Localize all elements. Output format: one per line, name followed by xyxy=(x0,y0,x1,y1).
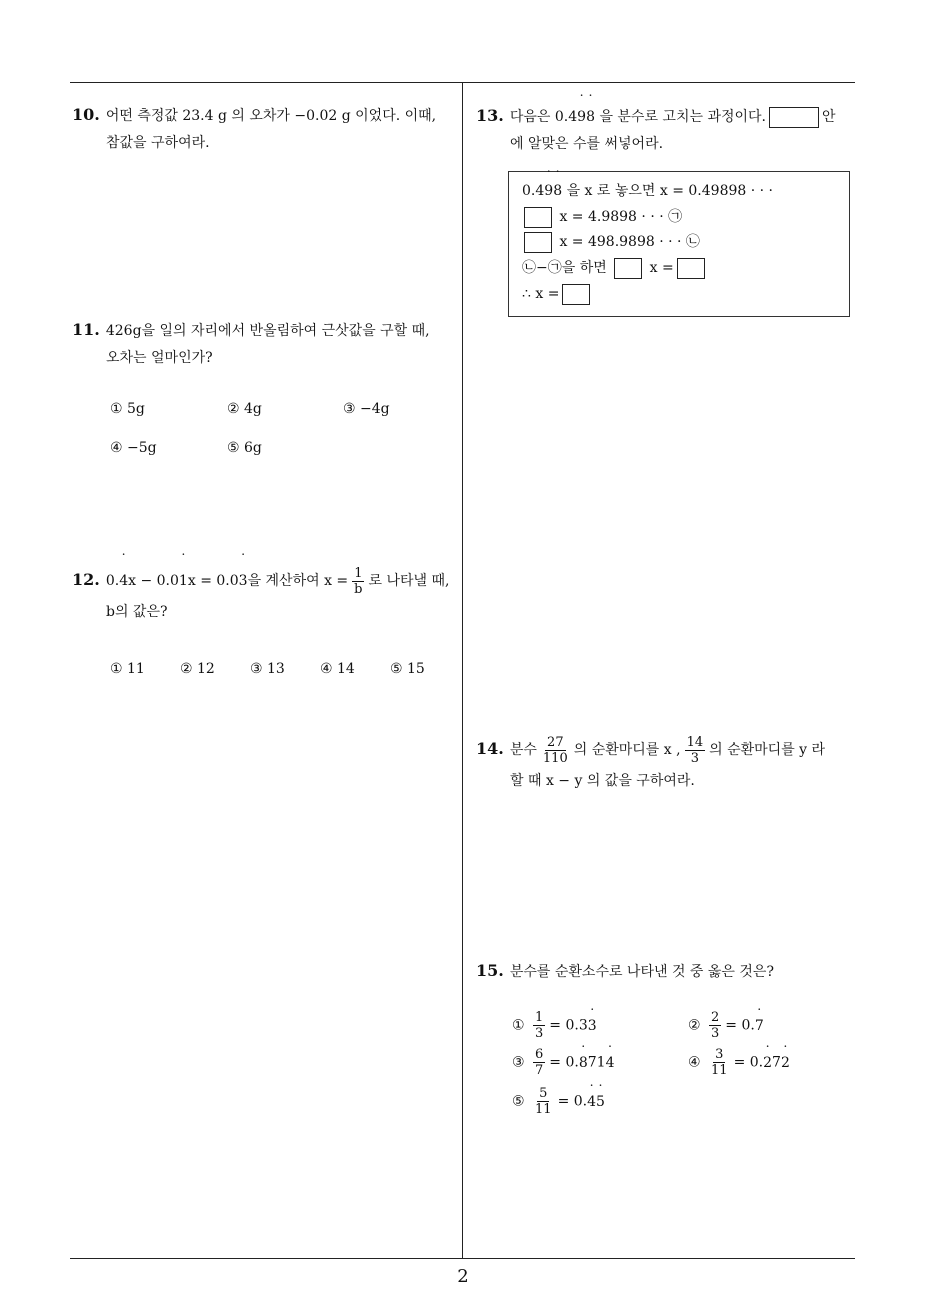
box-row-1 xyxy=(522,180,773,202)
option-1[interactable] xyxy=(512,1010,597,1041)
option-5[interactable]: ⑤ 15 xyxy=(390,661,425,677)
fraction-denominator: 3 xyxy=(711,1026,720,1041)
question-text-c: 안 xyxy=(822,109,836,125)
bottom-rule xyxy=(70,1258,855,1259)
option-1[interactable]: ① 5g xyxy=(110,401,145,417)
question-number: 11. xyxy=(72,320,100,339)
box-text: x = 498.9898 · · · ㉡ xyxy=(559,234,700,250)
fraction xyxy=(352,566,364,597)
decimal-text: = 0. xyxy=(733,1054,764,1071)
fraction-numerator: 27 xyxy=(547,734,564,750)
option-2[interactable]: ② 12 xyxy=(180,661,215,677)
option-3[interactable]: ③ 13 xyxy=(250,661,285,677)
question-13 xyxy=(476,102,836,158)
answer-blank[interactable] xyxy=(614,258,642,279)
fraction-numerator: 5 xyxy=(539,1086,548,1101)
answer-blank[interactable] xyxy=(524,207,552,228)
expr-e: 로 나타낼 때, xyxy=(368,573,450,589)
expr-d: 을 계산하여 x = xyxy=(247,573,349,589)
fraction xyxy=(533,1047,545,1078)
option-1[interactable]: ① 11 xyxy=(110,661,145,677)
question-14 xyxy=(476,731,825,795)
fraction xyxy=(533,1010,545,1041)
option-mark: ⑤ xyxy=(512,1093,525,1110)
option-3[interactable]: ③ −4g xyxy=(343,401,390,417)
box-text: ∴ x = xyxy=(522,286,560,302)
question-text-line2: 참값을 구하여라. xyxy=(106,135,210,151)
fraction xyxy=(541,735,570,766)
solution-box xyxy=(508,171,850,317)
decimal-text: = 0. xyxy=(725,1017,755,1034)
fraction-denominator: 110 xyxy=(542,750,568,766)
question-text-a: 다음은 0.4 xyxy=(509,109,578,125)
option-5[interactable] xyxy=(512,1086,605,1117)
fraction xyxy=(709,1047,730,1078)
fraction xyxy=(685,735,706,766)
box-row-2 xyxy=(521,206,682,228)
fraction-numerator: 6 xyxy=(535,1047,544,1062)
question-number: 10. xyxy=(72,105,100,124)
question-text-b: 의 순환마디를 x , xyxy=(573,742,681,758)
box-row-3 xyxy=(521,231,700,253)
repeat-dot-digit: ˙ 5 xyxy=(596,1094,605,1110)
expr-a: 0. xyxy=(105,573,120,589)
decimal-text: = 0.3 xyxy=(549,1017,588,1034)
question-text-line2: 오차는 얼마인가? xyxy=(106,350,213,366)
option-5[interactable]: ⑤ 6g xyxy=(227,440,262,456)
fraction xyxy=(709,1010,721,1041)
box-text: 을 x 로 놓으면 x = 0.49898 · · · xyxy=(566,183,773,199)
repeat-dot-digit: ˙ 8 xyxy=(579,1055,588,1071)
decimal-text: 71 xyxy=(587,1054,606,1071)
repeat-dot-digit: ˙ 3 xyxy=(588,1018,597,1034)
option-4[interactable]: ④ 14 xyxy=(320,661,355,677)
question-15 xyxy=(476,957,774,986)
repeat-dot-digit: ˙ 4 xyxy=(119,563,128,599)
repeat-dot-digit: ˙ 9 xyxy=(544,180,553,202)
fraction-denominator: 3 xyxy=(535,1026,544,1041)
fraction xyxy=(533,1086,554,1117)
question-text: 분수를 순환소수로 나타낸 것 중 옳은 것은? xyxy=(509,964,774,980)
repeat-dot-digit: ˙ 2 xyxy=(763,1055,772,1071)
question-12 xyxy=(72,562,449,626)
fraction-denominator: 11 xyxy=(711,1063,728,1078)
decimal-text: = 0. xyxy=(549,1054,579,1071)
decimal-text: = 0. xyxy=(557,1093,588,1110)
repeat-dot-digit: ˙ 2 xyxy=(781,1055,790,1071)
box-row-4 xyxy=(522,257,708,279)
question-text: 426g을 일의 자리에서 반올림하여 근삿값을 구할 때, xyxy=(105,323,430,339)
question-number: 14. xyxy=(476,739,504,758)
expr-c: x = 0.0 xyxy=(187,573,239,589)
fraction-numerator: 1 xyxy=(535,1010,544,1025)
fraction-denominator: 3 xyxy=(690,750,699,766)
expr-b: x − 0.0 xyxy=(128,573,179,589)
question-text-line2: 할 때 x − y 의 값을 구하여라. xyxy=(510,773,695,789)
answer-blank[interactable] xyxy=(677,258,705,279)
question-text-line2: b의 값은? xyxy=(106,604,168,620)
repeat-dot-digit: ˙ 3 xyxy=(239,563,248,599)
repeat-dot-digit: ˙ 9 xyxy=(577,104,586,131)
fraction-denominator: 11 xyxy=(535,1102,552,1117)
box-text: ㉡−㉠을 하면 xyxy=(522,260,607,276)
question-text-b: 을 분수로 고치는 과정이다. xyxy=(599,109,767,125)
column-divider xyxy=(462,83,463,1258)
question-number: 15. xyxy=(476,961,504,980)
fraction-numerator: 2 xyxy=(711,1010,720,1025)
box-text: x = 4.9898 · · · ㉠ xyxy=(559,209,683,225)
fraction-numerator: 3 xyxy=(715,1047,724,1062)
option-mark: ④ xyxy=(688,1054,701,1071)
option-4[interactable]: ④ −5g xyxy=(110,440,157,456)
question-text-line2: 에 알맞은 수를 써넣어라. xyxy=(510,136,664,152)
option-mark: ① xyxy=(512,1017,525,1034)
question-number: 13. xyxy=(476,106,504,125)
repeat-dot-digit: ˙ 4 xyxy=(587,1094,596,1110)
fraction-denominator: b xyxy=(354,581,363,597)
answer-blank[interactable] xyxy=(769,107,819,128)
repeat-dot-digit: ˙ 8 xyxy=(553,180,562,202)
page-number: 2 xyxy=(457,1266,469,1287)
option-4[interactable] xyxy=(688,1047,790,1078)
question-text-c: 의 순환마디를 y 라 xyxy=(709,742,826,758)
question-10 xyxy=(72,101,436,157)
option-3[interactable] xyxy=(512,1047,615,1078)
question-11 xyxy=(72,316,430,372)
decimal-text: 7 xyxy=(772,1054,781,1071)
option-mark: ③ xyxy=(512,1054,525,1071)
question-text-a: 분수 xyxy=(509,742,537,758)
repeat-dot-digit: ˙ 1 xyxy=(179,563,188,599)
option-2[interactable]: ② 4g xyxy=(227,401,262,417)
repeat-dot-digit: ˙ 7 xyxy=(755,1018,764,1034)
box-row-5 xyxy=(522,283,593,305)
box-text: 0.4 xyxy=(522,183,545,199)
repeat-dot-digit: ˙ 8 xyxy=(586,104,595,131)
repeat-dot-digit: ˙ 4 xyxy=(606,1055,615,1071)
question-text: 어떤 측정값 23.4 g 의 오차가 −0.02 g 이었다. 이때, xyxy=(105,108,437,124)
option-2[interactable] xyxy=(688,1010,764,1041)
fraction-numerator: 1 xyxy=(354,565,363,581)
fraction-numerator: 14 xyxy=(686,734,704,750)
option-mark: ② xyxy=(688,1017,701,1034)
question-number: 12. xyxy=(72,570,100,589)
answer-blank[interactable] xyxy=(562,284,590,305)
box-text: x = xyxy=(649,260,674,276)
fraction-denominator: 7 xyxy=(535,1063,544,1078)
answer-blank[interactable] xyxy=(524,232,552,253)
